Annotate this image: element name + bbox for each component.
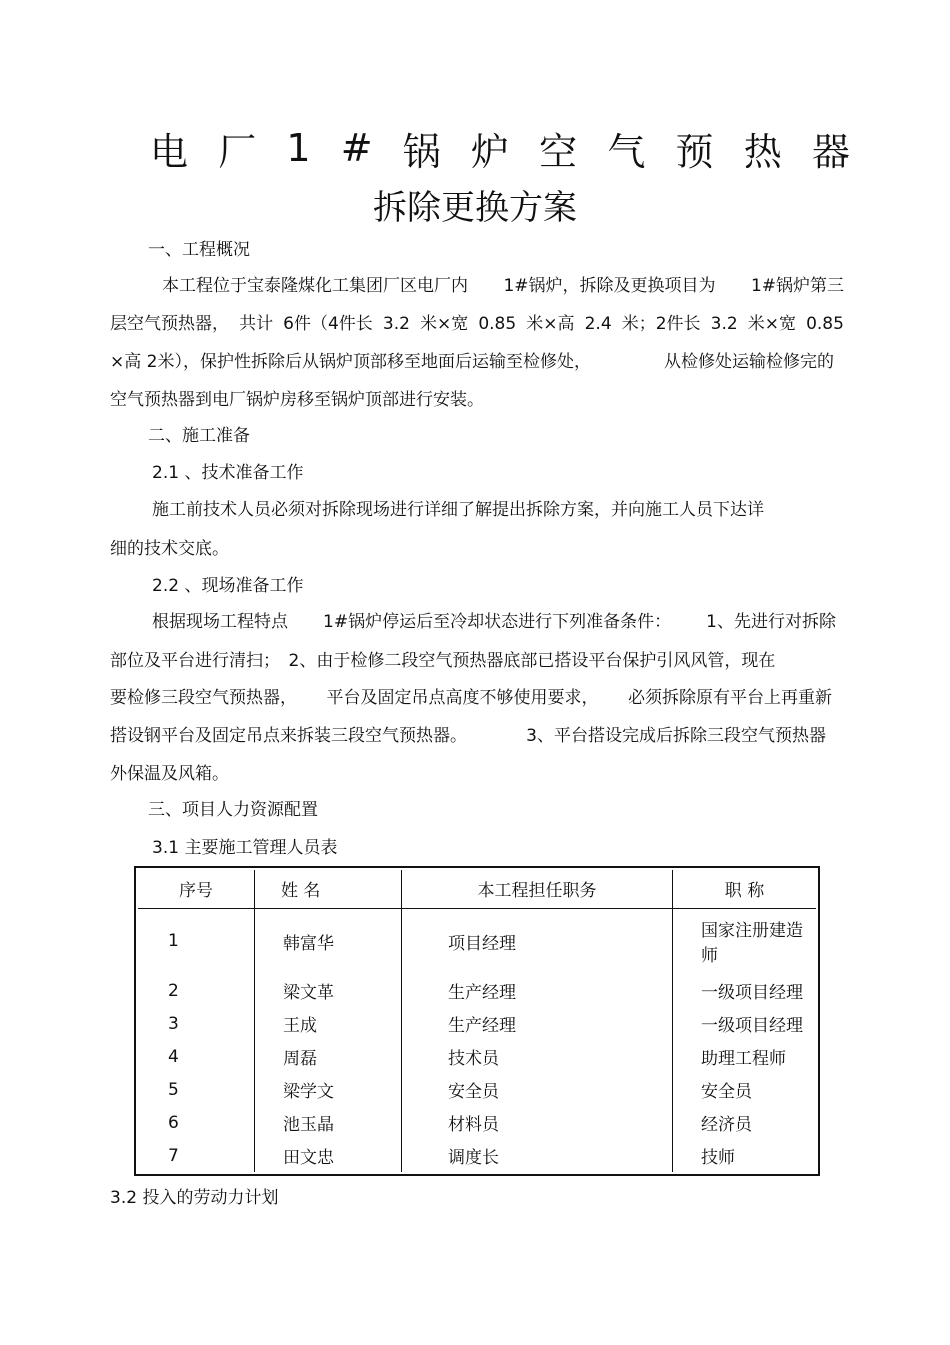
table-cell: 项目经理 bbox=[402, 908, 673, 974]
section1-para-line2 bbox=[110, 312, 844, 336]
text-segment: 米×高 bbox=[526, 314, 575, 334]
section2-sub2-heading: 2.2 、现场准备工作 bbox=[152, 576, 304, 596]
table-cell: 1 bbox=[138, 908, 255, 974]
title-char: 气 bbox=[607, 129, 646, 174]
section2-sub1-heading: 2.1 、技术准备工作 bbox=[152, 463, 304, 483]
table-header-cell: 姓 名 bbox=[255, 870, 402, 908]
table-row bbox=[138, 974, 816, 1007]
text-segment: 0.85 bbox=[806, 314, 844, 334]
title-char: # bbox=[340, 126, 373, 170]
table-cell: 池玉晶 bbox=[255, 1106, 402, 1139]
table-row bbox=[138, 1106, 816, 1139]
text-segment: 平台及固定吊点高度不够使用要求， bbox=[326, 688, 599, 708]
title-char: 预 bbox=[675, 129, 714, 174]
table-cell: 周磊 bbox=[255, 1040, 402, 1073]
section2-sub2-line2: 部位及平台进行清扫； 2、由于检修二段空气预热器底部已搭设平台保护引风风管，现在 bbox=[110, 651, 776, 671]
table-cell: 助理工程师 bbox=[701, 1049, 786, 1070]
staff-table-frame bbox=[134, 866, 820, 1176]
text-segment: 6件（4件长 bbox=[283, 314, 373, 334]
section2-sub2-line4 bbox=[110, 724, 826, 748]
table-cell: 田文忠 bbox=[255, 1139, 402, 1172]
section2-sub2-line5: 外保温及风箱。 bbox=[110, 764, 229, 784]
section1-para-line4: 空气预热器到电厂锅炉房移至锅炉顶部进行安装。 bbox=[110, 390, 484, 410]
table-cell: 5 bbox=[138, 1073, 255, 1106]
table-cell: 生产经理 bbox=[402, 974, 673, 1007]
table-cell: 2 bbox=[138, 974, 255, 1007]
table-cell: 一级项目经理 bbox=[701, 983, 803, 1004]
section1-para-line1 bbox=[162, 274, 844, 298]
text-segment: 搭设钢平台及固定吊点来拆装三段空气预热器。 bbox=[110, 726, 467, 746]
table-cell: 梁文革 bbox=[255, 974, 402, 1007]
title-char: 器 bbox=[811, 129, 850, 174]
table-header-row bbox=[138, 870, 816, 908]
table-cell: 调度长 bbox=[402, 1139, 673, 1172]
text-segment: 根据现场工程特点 bbox=[152, 612, 288, 632]
text-segment: 3、平台搭设完成后拆除三段空气预热器 bbox=[526, 726, 826, 746]
section2-sub2-line3 bbox=[110, 686, 832, 710]
text-segment: 2.4 bbox=[584, 314, 612, 334]
table-cell: 王成 bbox=[255, 1007, 402, 1040]
text-segment: 从检修处运输检修完的 bbox=[664, 352, 834, 372]
table-row bbox=[138, 1139, 816, 1172]
text-segment: 3.2 bbox=[382, 314, 410, 334]
text-segment: 层空气预热器， bbox=[110, 314, 229, 334]
title-char: 炉 bbox=[470, 129, 509, 174]
table-header-cell: 序号 bbox=[138, 870, 255, 908]
text-segment: 共计 bbox=[239, 314, 274, 334]
title-char: 锅 bbox=[402, 129, 441, 174]
text-segment: 1#锅炉第三 bbox=[750, 276, 844, 296]
table-cell: 安全员 bbox=[402, 1073, 673, 1106]
text-segment: 米×宽 bbox=[420, 314, 469, 334]
title-char: 电 bbox=[150, 129, 189, 174]
title-char: 厂 bbox=[218, 129, 257, 174]
table-cell: 韩富华 bbox=[255, 908, 402, 974]
section3-sub2-heading: 3.2 投入的劳动力计划 bbox=[110, 1188, 279, 1208]
table-row bbox=[138, 908, 816, 974]
text-segment: ×高 2米），保护性拆除后从锅炉顶部移至地面后运输至检修处， bbox=[110, 352, 591, 372]
text-segment: 3.2 bbox=[710, 314, 738, 334]
table-header-cell: 本工程担任职务 bbox=[402, 870, 673, 908]
table-cell: 7 bbox=[138, 1139, 255, 1172]
table-header-cell: 职 称 bbox=[673, 870, 817, 908]
text-segment: 必须拆除原有平台上再重新 bbox=[628, 688, 832, 708]
text-segment: 米×宽 bbox=[747, 314, 796, 334]
table-cell: 经济员 bbox=[701, 1115, 752, 1136]
text-segment: 0.85 bbox=[478, 314, 517, 334]
table-cell: 3 bbox=[138, 1007, 255, 1040]
table-row bbox=[138, 1040, 816, 1073]
staff-table bbox=[138, 870, 816, 1172]
table-cell: 技师 bbox=[701, 1148, 735, 1168]
table-cell: 生产经理 bbox=[402, 1007, 673, 1040]
text-segment: 1#锅炉，拆除及更换项目为 bbox=[503, 276, 716, 296]
document-title-line2: 拆除更换方案 bbox=[373, 188, 577, 228]
section3-heading: 三、项目人力资源配置 bbox=[148, 800, 318, 820]
section2-sub1-line2: 细的技术交底。 bbox=[110, 539, 229, 559]
title-char: 1 bbox=[286, 126, 311, 170]
table-row bbox=[138, 1007, 816, 1040]
table-cell: 国家注册建造师 bbox=[701, 921, 803, 967]
table-cell: 技术员 bbox=[402, 1040, 673, 1073]
table-cell: 6 bbox=[138, 1106, 255, 1139]
section1-heading: 一、工程概况 bbox=[148, 240, 250, 260]
text-segment: 米；2件长 bbox=[621, 314, 701, 334]
table-cell: 一级项目经理 bbox=[701, 1016, 803, 1037]
table-cell: 4 bbox=[138, 1040, 255, 1073]
table-cell: 安全员 bbox=[701, 1082, 752, 1103]
section1-para-line3 bbox=[110, 350, 834, 374]
section2-sub2-line1 bbox=[152, 610, 836, 634]
table-cell: 梁学文 bbox=[255, 1073, 402, 1106]
text-segment: 1#锅炉停运后至冷却状态进行下列准备条件： bbox=[323, 612, 672, 632]
title-char: 热 bbox=[743, 129, 782, 174]
text-segment: 本工程位于宝泰隆煤化工集团厂区电厂内 bbox=[162, 276, 468, 296]
section2-sub1-line1: 施工前技术人员必须对拆除现场进行详细了解提出拆除方案，并向施工人员下达详 bbox=[152, 500, 764, 520]
document-title-line1 bbox=[150, 122, 850, 174]
text-segment: 1、先进行对拆除 bbox=[706, 612, 836, 632]
table-row bbox=[138, 1073, 816, 1106]
text-segment: 要检修三段空气预热器， bbox=[110, 688, 297, 708]
title-char: 空 bbox=[539, 129, 578, 174]
section2-heading: 二、施工准备 bbox=[148, 426, 250, 446]
table-cell: 材料员 bbox=[402, 1106, 673, 1139]
section3-sub1-heading: 3.1 主要施工管理人员表 bbox=[152, 838, 338, 858]
